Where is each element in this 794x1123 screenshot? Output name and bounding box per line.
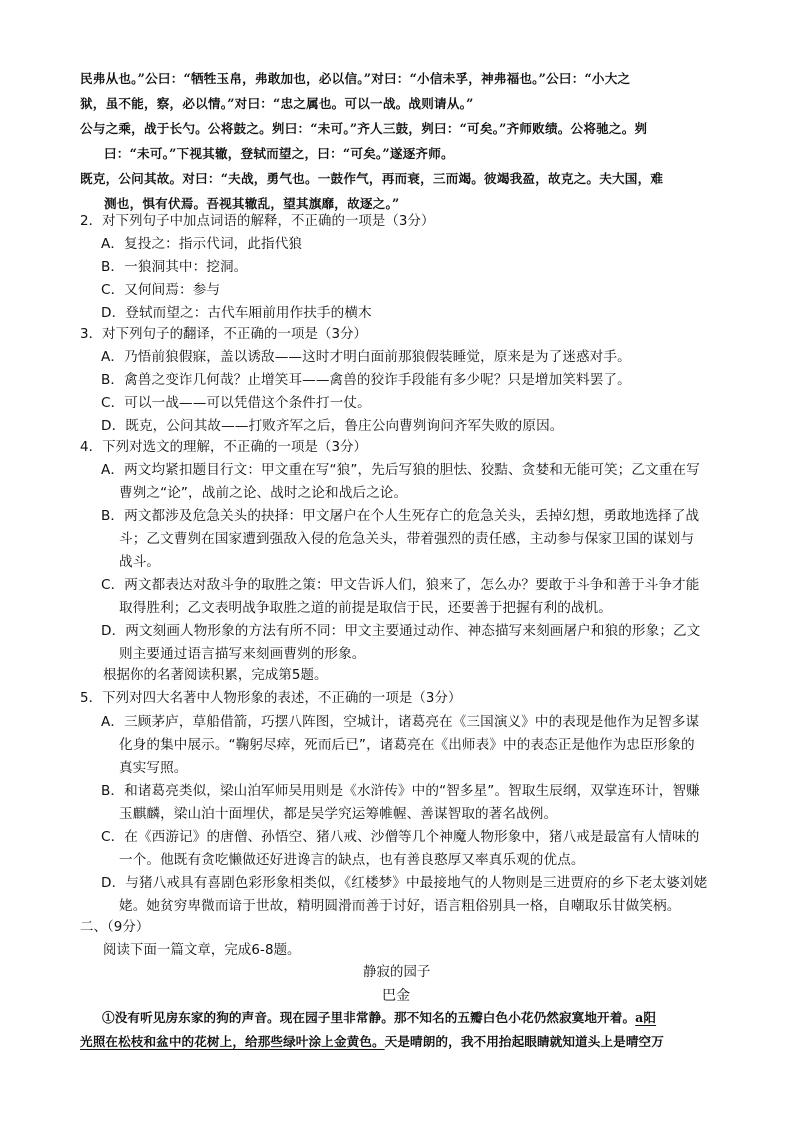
question-5-stem: 5．下列对四大名著中人物形象的表述，不正确的一项是（3分） xyxy=(80,691,462,706)
passage-line: 既克，公问其故。对曰：“夫战，勇气也。一鼓作气，再而衰，三而竭。彼竭我盈，故克之。夫大国，难 xyxy=(80,171,664,186)
section-heading: 二、（9分） xyxy=(80,920,150,935)
article-paragraph xyxy=(102,1007,656,1029)
question-4-option-a-cont: 曹刿之“论”，战前之论、战时之论和战后之论。 xyxy=(119,485,408,501)
question-2-stem: 2．对下列句子中加点词语的解释，不正确的一项是（3分） xyxy=(80,214,435,229)
passage-line: 狱，虽不能，察，必以情。”对曰：“忠之属也。可以一战。战则请从。” xyxy=(80,96,474,111)
question-2-option-d: D．登轼而望之：古代车厢前用作扶手的横木 xyxy=(101,305,372,321)
question-5-option-d: D．与猪八戒具有喜剧色彩形象相类似，《红楼梦》中最接地气的人物则是三进贾府的乡下老太婆刘姥 xyxy=(101,875,708,891)
question-5-option-b-cont: 玉麒麟，梁山泊十面埋伏，都是吴学究运筹帷幄、善谋智取的著名战例。 xyxy=(119,806,558,822)
question-2-option-c: C．又何间焉：参与 xyxy=(101,282,221,298)
question-3-option-d: D．既克，公问其故——打败齐军之后，鲁庄公向曹刿询问齐军失败的原因。 xyxy=(101,418,564,434)
article-paragraph xyxy=(80,1031,664,1053)
passage-line: 民弗从也。”公曰：“牺牲玉帛，弗敢加也，必以信。”对曰：“小信未孚，神弗福也。”公曰：“小大之 xyxy=(80,71,631,86)
reading-instruction: 阅读下面一篇文章，完成6-8题。 xyxy=(103,943,301,958)
question-2-option-a: A．复投之：指示代词，此指代狼 xyxy=(101,236,303,252)
question-4-option-a: A．两文均紧扣题目行文：甲文重在写“狼”，先后写狼的胆怯、狡黠、贪婪和无能可笑；乙文重在写 xyxy=(101,462,700,478)
question-5-option-a: A．三顾茅庐，草船借箭，巧摆八阵图，空城计，诸葛亮在《三国演义》中的表现是他作为足智多谋 xyxy=(101,714,700,730)
question-4-option-d: D．两文刻画人物形象的方法有所不同：甲文主要通过动作、神态描写来刻画屠户和狼的形象；乙文 xyxy=(101,623,701,639)
question-3-option-a: A．乃悟前狼假寐，盖以诱敌——这时才明白面前那狼假装睡觉，原来是为了迷惑对手。 xyxy=(101,349,631,365)
annotation-a: a阳 xyxy=(635,1010,657,1025)
passage-line: 测也，惧有伏焉。吾视其辙乱，望其旗靡，故逐之。” xyxy=(104,196,400,211)
question-5-option-a-cont: 化身的集中展示。“鞠躬尽瘁，死而后已”，诸葛亮在《出师表》中的表态正是他作为忠臣形象的 xyxy=(119,737,695,753)
question-3-option-b: B．禽兽之变诈几何哉？止增笑耳——禽兽的狡诈手段能有多少呢？只是增加笑料罢了。 xyxy=(101,372,631,388)
underlined-sentence: 光照在松枝和盆中的花树上，给那些绿叶涂上金黄色。 xyxy=(80,1034,385,1049)
passage-line: 曰：“未可。”下视其辙，登轼而望之，曰：“可矣。”遂逐齐师。 xyxy=(104,146,454,161)
question-2-option-b: B．一狼洞其中：挖洞。 xyxy=(101,259,248,275)
question-4-option-b-cont: 斗；乙文曹刿在国家遭到强敌入侵的危急关头，带着强烈的责任感，主动参与保家卫国的谋划与 xyxy=(119,531,695,547)
question-3-stem: 3．对下列句子的翻译，不正确的一项是（3分） xyxy=(80,327,368,342)
question-4-option-d-cont: 则主要通过语言描写来刻画曹刿的形象。 xyxy=(119,646,366,662)
article-text: ①没有听见房东家的狗的声音。现在园子里非常静。那不知名的五瓣白色小花仍然寂寞地开着。 xyxy=(102,1010,636,1025)
question-4-option-b: B．两文都涉及危急关头的抉择：甲文屠户在个人生死存亡的危急关头，丢掉幻想，勇敢地选择了战 xyxy=(101,508,700,524)
question-5-option-d-cont: 姥。她贫穷卑微而谙于世故，精明圆滑而善于讨好，语言粗俗别具一格，自嘲取乐甘做笑柄。 xyxy=(119,898,681,914)
question-5-option-b: B．和诸葛亮类似，梁山泊军师吴用则是《水浒传》中的“智多星”。智取生辰纲，双掌连环计，智赚 xyxy=(101,783,700,799)
question-5-option-a-cont: 真实写照。 xyxy=(119,760,188,776)
passage-line: 公与之乘，战于长勺。公将鼓之。刿曰：“未可。”齐人三鼓，刿曰：“可矣。”齐师败绩。公将驰之。刿 xyxy=(80,121,648,136)
article-title: 静寂的园子 xyxy=(363,965,431,980)
question-5-option-c: C．在《西游记》的唐僧、孙悟空、猪八戒、沙僧等几个神魔人物形象中，猪八戒是最富有人情味的 xyxy=(101,829,700,845)
question-5-intro: 根据你的名著阅读积累，完成第5题。 xyxy=(103,668,328,683)
question-3-option-c: C．可以一战——可以凭借这个条件打一仗。 xyxy=(101,395,371,411)
question-4-stem: 4．下列对选文的理解，不正确的一项是（3分） xyxy=(80,440,368,455)
question-4-option-c-cont: 取得胜利；乙文表明战争取胜之道的前提是取信于民，还要善于把握有利的战机。 xyxy=(119,600,612,616)
article-author: 巴金 xyxy=(382,988,411,1004)
article-text: 天是晴朗的，我不用抬起眼睛就知道头上是晴空万 xyxy=(384,1034,664,1049)
question-5-option-c-cont: 一个。他既有贪吃懒做还好进谗言的缺点，也有善良憨厚又率真乐观的优点。 xyxy=(119,852,585,868)
question-4-option-b-cont: 战斗。 xyxy=(119,554,161,570)
question-4-option-c: C．两文都表达对敌斗争的取胜之策：甲文告诉人们，狼来了，怎么办？要敢于斗争和善于斗争才能 xyxy=(101,577,700,593)
